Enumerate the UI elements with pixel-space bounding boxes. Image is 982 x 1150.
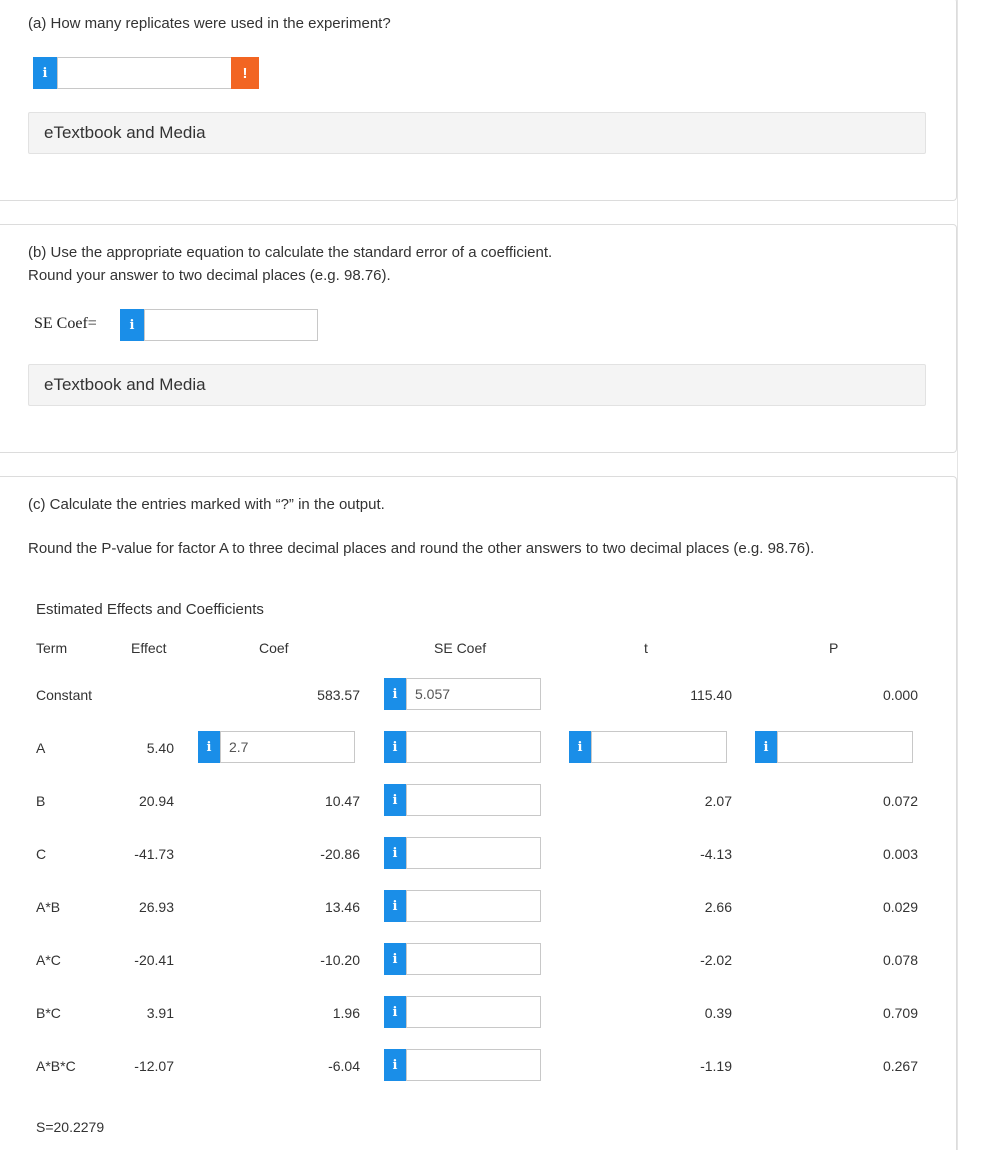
part-a-info-icon[interactable]: i: [33, 57, 57, 89]
part-a-question: (a) How many replicates were used in the experiment?: [28, 15, 391, 32]
row-c-t: -4.13: [700, 846, 732, 862]
part-b-question-line2: Round your answer to two decimal places (e.g. 98.76).: [28, 267, 391, 284]
row-bc-se-info-icon[interactable]: i: [384, 996, 406, 1028]
row-constant-term: Constant: [36, 687, 93, 703]
part-b-info-icon[interactable]: i: [120, 309, 144, 341]
row-a-coef-info-icon[interactable]: i: [198, 731, 220, 763]
row-a-p-info-icon[interactable]: i: [755, 731, 777, 763]
row-c-p: 0.003: [882, 846, 918, 862]
table-title: Estimated Effects and Coefficients: [36, 601, 264, 618]
page-scroll-gutter: [957, 0, 982, 1150]
row-b-coef: 10.47: [324, 793, 360, 809]
row-bc-se-input[interactable]: [406, 996, 541, 1028]
row-abc-effect: -12.07: [134, 1058, 174, 1074]
row-c-coef: -20.86: [320, 846, 360, 862]
header-se-coef: SE Coef: [434, 640, 487, 656]
row-abc-se-input[interactable]: [406, 1049, 541, 1081]
row-b-p: 0.072: [882, 793, 918, 809]
row-abc-se-info-icon[interactable]: i: [384, 1049, 406, 1081]
header-coef: Coef: [259, 640, 289, 656]
row-ac-coef: -10.20: [320, 952, 360, 968]
row-c-term: C: [36, 846, 47, 862]
s-value: S=20.2279: [36, 1119, 105, 1135]
row-abc-t: -1.19: [700, 1058, 732, 1074]
row-a-t-input[interactable]: [591, 731, 727, 763]
se-coef-input[interactable]: [144, 309, 318, 341]
row-ab-se-info-icon[interactable]: i: [384, 890, 406, 922]
row-b-term: B: [36, 793, 46, 809]
row-ac-p: 0.078: [882, 952, 918, 968]
row-ab-p: 0.029: [882, 899, 918, 915]
row-abc-term: A*B*C: [36, 1058, 76, 1074]
header-term: Term: [36, 640, 68, 656]
row-c-se-input[interactable]: [406, 837, 541, 869]
row-constant-p: 0.000: [882, 687, 918, 703]
row-bc-p: 0.709: [882, 1005, 918, 1021]
row-ac-se-info-icon[interactable]: i: [384, 943, 406, 975]
row-c-se-info-icon[interactable]: i: [384, 837, 406, 869]
row-constant-coef: 583.57: [317, 687, 360, 703]
row-a-term: A: [36, 740, 46, 756]
row-c-effect: -41.73: [134, 846, 174, 862]
header-p: P: [829, 640, 839, 656]
part-b-etextbook-button[interactable]: eTextbook and Media: [28, 364, 926, 406]
row-constant-t: 115.40: [690, 687, 732, 703]
se-coef-label: SE Coef=: [34, 315, 97, 332]
row-a-p-input[interactable]: [777, 731, 913, 763]
row-constant-se-input[interactable]: 5.057: [406, 678, 541, 710]
row-bc-t: 0.39: [704, 1005, 732, 1021]
row-a-se-info-icon[interactable]: i: [384, 731, 406, 763]
row-bc-coef: 1.96: [332, 1005, 360, 1021]
row-a-t-info-icon[interactable]: i: [569, 731, 591, 763]
row-a-coef-input[interactable]: 2.7: [220, 731, 355, 763]
row-ac-effect: -20.41: [134, 952, 174, 968]
row-b-t: 2.07: [704, 793, 732, 809]
row-ab-t: 2.66: [704, 899, 732, 915]
row-constant-se-info-icon[interactable]: i: [384, 678, 406, 710]
part-c-question-line1: (c) Calculate the entries marked with “?” in the output.: [28, 496, 385, 513]
part-c-question-line2: Round the P-value for factor A to three decimal places and round the other answers to two decimal places (e.g. 98.76).: [28, 540, 815, 557]
row-a-effect: 5.40: [146, 740, 174, 756]
row-bc-term: B*C: [36, 1005, 61, 1021]
row-b-se-info-icon[interactable]: i: [384, 784, 406, 816]
part-a-replicates-input[interactable]: [57, 57, 232, 89]
part-b-question-line1: (b) Use the appropriate equation to calculate the standard error of a coefficient.: [28, 244, 553, 261]
row-b-se-input[interactable]: [406, 784, 541, 816]
row-abc-p: 0.267: [882, 1058, 918, 1074]
header-t: t: [644, 640, 648, 656]
row-ab-se-input[interactable]: [406, 890, 541, 922]
row-ac-term: A*C: [36, 952, 61, 968]
row-ac-t: -2.02: [700, 952, 732, 968]
row-ab-effect: 26.93: [138, 899, 174, 915]
row-bc-effect: 3.91: [146, 1005, 174, 1021]
row-abc-coef: -6.04: [328, 1058, 360, 1074]
row-ac-se-input[interactable]: [406, 943, 541, 975]
part-a-alert-icon: !: [231, 57, 259, 89]
row-b-effect: 20.94: [138, 793, 174, 809]
header-effect: Effect: [131, 640, 167, 656]
row-ab-coef: 13.46: [324, 899, 360, 915]
part-a-etextbook-button[interactable]: eTextbook and Media: [28, 112, 926, 154]
row-ab-term: A*B: [36, 899, 61, 915]
row-a-se-input[interactable]: [406, 731, 541, 763]
